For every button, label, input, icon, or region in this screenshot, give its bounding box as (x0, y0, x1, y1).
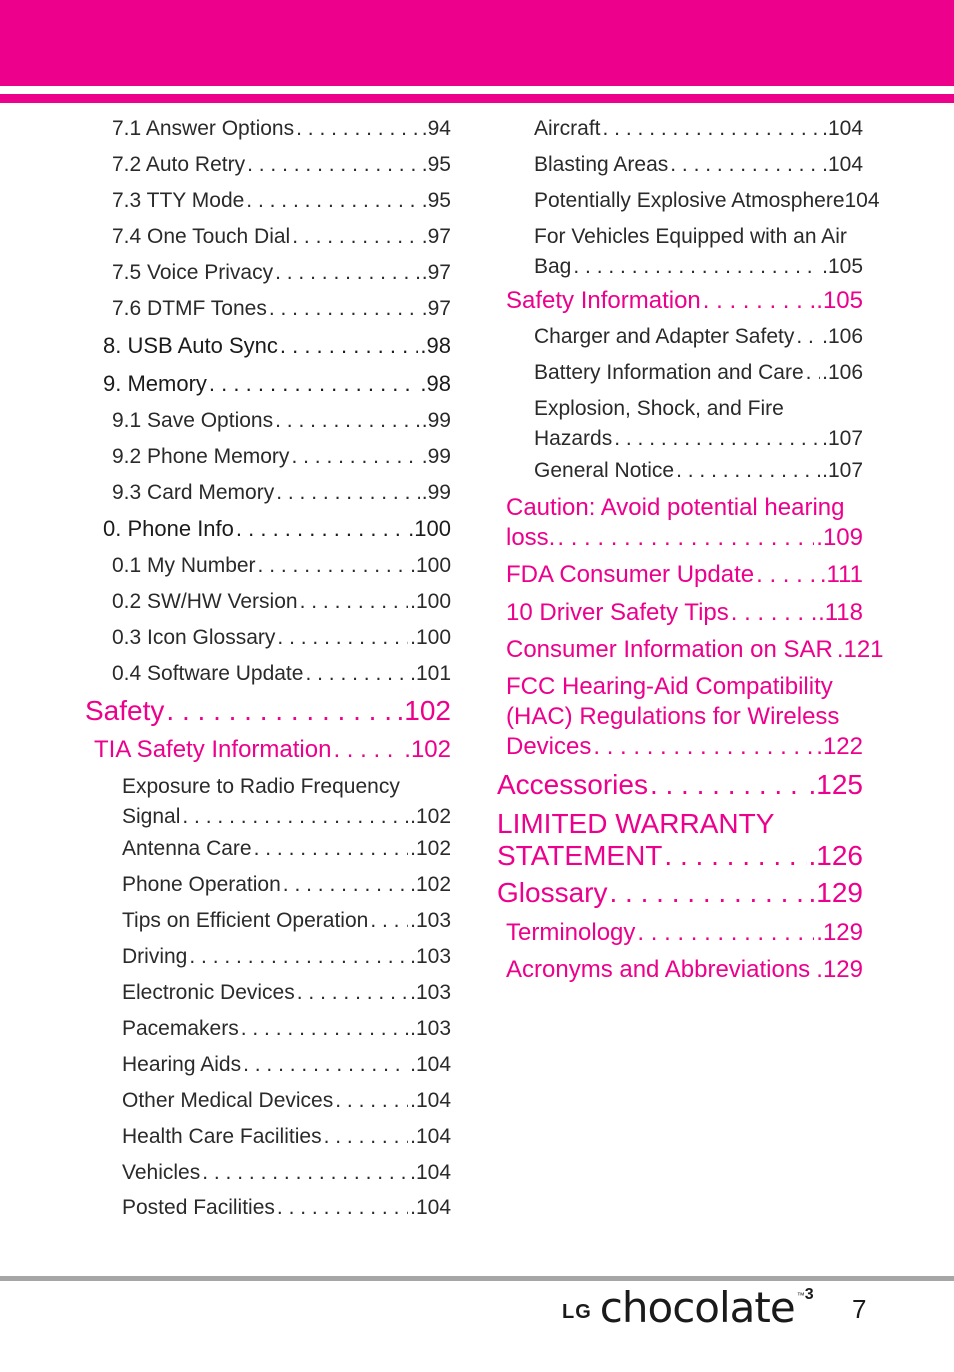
toc-entry[interactable]: Pacemakers . . . .103 (84, 1014, 451, 1044)
toc-entry[interactable]: 0.4 Software Update . . . .101 (84, 659, 451, 689)
toc-entry[interactable]: 0. Phone Info . . . .100 (84, 514, 451, 544)
toc-entry[interactable]: 7.2 Auto Retry . . . .95 (84, 150, 451, 180)
toc-entry[interactable]: General Notice . . . .107 (496, 456, 863, 486)
toc-entry[interactable]: Health Care Facilities . . . .104 (84, 1122, 451, 1152)
toc-entry[interactable]: 9.3 Card Memory . . . .99 (84, 478, 451, 508)
header-band (0, 0, 954, 86)
toc-entry[interactable]: Caution: Avoid potential hearing loss. . . . .109 (496, 493, 863, 553)
toc-entry[interactable]: 7.6 DTMF Tones . . . .97 (84, 294, 451, 324)
toc-entry[interactable]: Glossary . . . .129 (496, 877, 863, 909)
toc-entry[interactable]: 0.3 Icon Glossary . . . .100 (84, 623, 451, 653)
toc-entry[interactable]: Charger and Adapter Safety . . . .106 (496, 322, 863, 352)
brand-logo: LG chocolate ™ 3 (562, 1283, 814, 1332)
toc-entry[interactable]: FCC Hearing-Aid Compatibility (HAC) Regulations for Wireless Devices . . . .122 (496, 672, 863, 762)
toc-entry[interactable]: 8. USB Auto Sync . . . .98 (84, 331, 451, 361)
toc-entry[interactable]: FDA Consumer Update . . . .111 (496, 560, 863, 590)
toc-entry[interactable]: Aircraft . . . .104 (496, 114, 863, 144)
toc-entry[interactable]: 9.2 Phone Memory . . . .99 (84, 442, 451, 472)
toc-entry[interactable]: Terminology . . . .129 (496, 918, 863, 948)
header-rule (0, 94, 954, 103)
toc-entry[interactable]: Exposure to Radio Frequency Signal . . . .102 (84, 772, 451, 832)
toc-entry[interactable]: 9.1 Save Options . . . .99 (84, 406, 451, 436)
toc-entry[interactable]: Antenna Care . . . .102 (84, 834, 451, 864)
toc-entry[interactable]: Potentially Explosive Atmosphere 104 (534, 189, 880, 212)
toc-entry[interactable]: Hearing Aids . . . .104 (84, 1050, 451, 1080)
toc-entry[interactable]: Other Medical Devices . . . .104 (84, 1086, 451, 1116)
toc-entry[interactable]: 7.3 TTY Mode . . . .95 (84, 186, 451, 216)
toc-entry[interactable]: 7.4 One Touch Dial . . . .97 (84, 222, 451, 252)
toc-entry[interactable]: 9. Memory . . . .98 (84, 369, 451, 399)
toc-entry[interactable]: 0.2 SW/HW Version . . . .100 (84, 587, 451, 617)
toc-entry[interactable]: Vehicles . . . .104 (84, 1158, 451, 1188)
toc-entry[interactable]: 7.5 Voice Privacy . . . .97 (84, 258, 451, 288)
toc-entry[interactable]: Electronic Devices . . . .103 (84, 978, 451, 1008)
toc-entry[interactable]: Safety . . . .102 (84, 695, 451, 727)
toc-entry[interactable]: 10 Driver Safety Tips . . . .118 (496, 598, 863, 628)
toc-entry[interactable]: Blasting Areas . . . .104 (496, 150, 863, 180)
toc-entry[interactable]: TIA Safety Information . . . .102 (84, 735, 451, 765)
toc-entry[interactable]: Battery Information and Care . . . .106 (496, 358, 863, 388)
toc-entry[interactable]: Accessories . . . .125 (496, 769, 863, 801)
toc-entry[interactable]: LIMITED WARRANTY STATEMENT . . . .126 (496, 808, 863, 872)
toc-entry[interactable]: Phone Operation . . . .102 (84, 870, 451, 900)
toc-entry[interactable]: Explosion, Shock, and Fire Hazards . . . .107 (496, 394, 863, 454)
toc-entry[interactable]: Safety Information . . . .105 (496, 286, 863, 316)
toc-entry[interactable]: 0.1 My Number . . . .100 (84, 551, 451, 581)
toc-entry[interactable]: Posted Facilities . . . .104 (84, 1193, 451, 1223)
footer-rule (0, 1276, 954, 1281)
page-number: 7 (852, 1294, 867, 1324)
toc-entry[interactable]: Consumer Information on SAR .121 (506, 636, 884, 663)
toc-entry[interactable]: Driving . . . .103 (84, 942, 451, 972)
toc-entry[interactable]: 7.1 Answer Options . . . .94 (84, 114, 451, 144)
toc-entry[interactable]: Acronyms and Abbreviations . . . .129 (496, 955, 863, 985)
toc-entry[interactable]: For Vehicles Equipped with an Air Bag . . . .105 (496, 222, 863, 282)
toc-entry[interactable]: Tips on Efficient Operation . . . .103 (84, 906, 451, 936)
